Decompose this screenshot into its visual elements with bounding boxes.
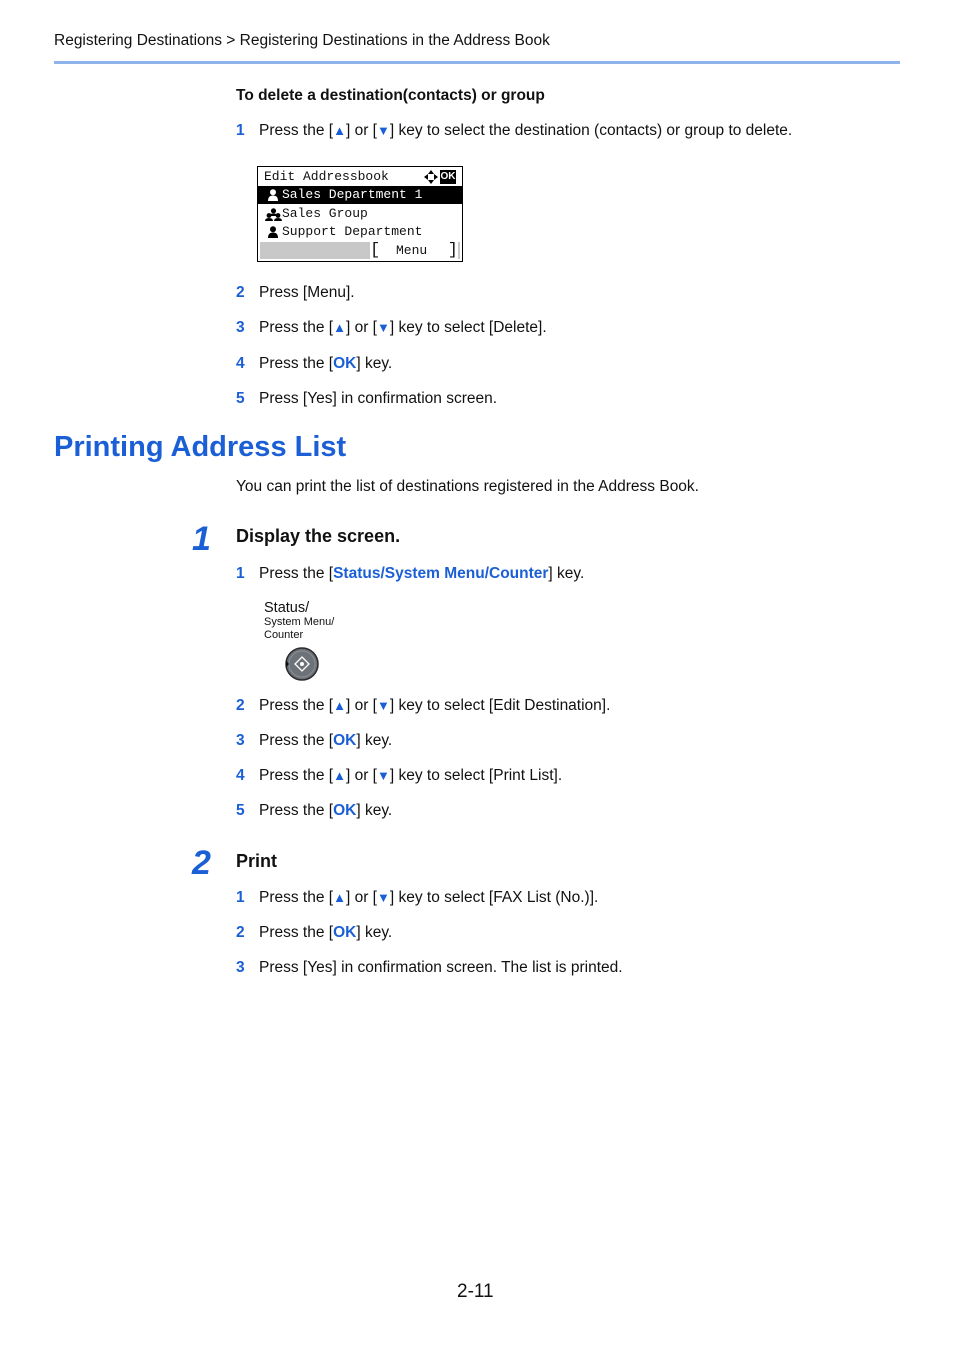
ok-key-link[interactable]: OK [333,802,357,819]
down-arrow-icon: ▼ [376,890,390,905]
down-arrow-icon: ▼ [376,123,390,138]
up-arrow-icon: ▲ [333,890,346,905]
delete-step-4: 4 Press the [OK] key. [236,355,393,372]
ok-key-link[interactable]: OK [333,924,357,941]
section-intro: You can print the list of destinations registered in the Address Book. [236,478,699,495]
step-2-heading: Print [236,851,278,871]
step-2-substep-2: 2 Press the [OK] key. [236,924,393,941]
down-arrow-icon: ▼ [376,768,390,783]
step-2-substep-3: 3 Press [Yes] in confirmation screen. The list is printed. [236,959,623,976]
step-1-substep-4: 4 Press the [▲] or [▼] key to select [Print List]. [236,767,563,784]
down-arrow-icon: ▼ [376,320,390,335]
ok-badge: OK [440,171,456,182]
step-1-number: 1 [192,520,211,558]
person-icon [268,226,278,238]
header-rule [54,61,900,64]
step-1-heading: Display the screen. [236,526,401,546]
lcd-softkey-bar [260,242,460,259]
key-label-system-menu: System Menu/ [264,616,335,628]
ok-key-link[interactable]: OK [333,355,357,372]
delete-step-5: 5 Press [Yes] in confirmation screen. [236,390,498,407]
system-menu-key-icon[interactable] [284,646,320,682]
page-number: 2-11 [457,1281,494,1302]
navigation-cross-icon [424,170,438,184]
step-1-substep-5: 5 Press the [OK] key. [236,802,393,819]
lcd-screen [257,166,463,262]
lcd-row-sales-department-1[interactable]: Sales Department 1 [258,186,462,204]
section-title: Printing Address List [54,431,347,463]
up-arrow-icon: ▲ [333,698,346,713]
delete-step-3: 3 Press the [▲] or [▼] key to select [Delete]. [236,319,547,336]
step-2-substep-1: 1 Press the [▲] or [▼] key to select [FAX List (No.)]. [236,889,599,906]
step-1-substep-3: 3 Press the [OK] key. [236,732,393,749]
lcd-row-sales-group[interactable]: Sales Group [258,205,462,223]
up-arrow-icon: ▲ [333,768,346,783]
step-2-number: 2 [192,844,211,882]
key-label-status: Status/ [264,600,310,616]
lcd-row-support-department[interactable]: Support Department [258,223,462,241]
down-arrow-icon: ▼ [376,698,390,713]
status-system-menu-counter-key-link[interactable]: Status/System Menu/Counter [333,565,549,582]
key-label-counter: Counter [264,629,304,641]
group-icon [265,208,282,221]
step-1-substep-1: 1 Press the [Status/System Menu/Counter] key. [236,565,585,582]
person-icon [268,189,278,201]
ok-key-link[interactable]: OK [333,732,357,749]
breadcrumb: Registering Destinations > Registering Destinations in the Address Book [54,32,550,49]
step-1-substep-2: 2 Press the [▲] or [▼] key to select [Edit Destination]. [236,697,611,714]
up-arrow-icon: ▲ [333,123,346,138]
delete-step-1: 1 Press the [▲] or [▼] key to select the destination (contacts) or group to delete. [236,122,793,139]
up-arrow-icon: ▲ [333,320,346,335]
lcd-title-row: Edit Addressbook OK [264,169,456,184]
delete-step-2: 2 Press [Menu]. [236,284,355,301]
delete-heading: To delete a destination(contacts) or group [236,87,545,104]
menu-softkey[interactable]: [ Menu ] [370,241,458,260]
